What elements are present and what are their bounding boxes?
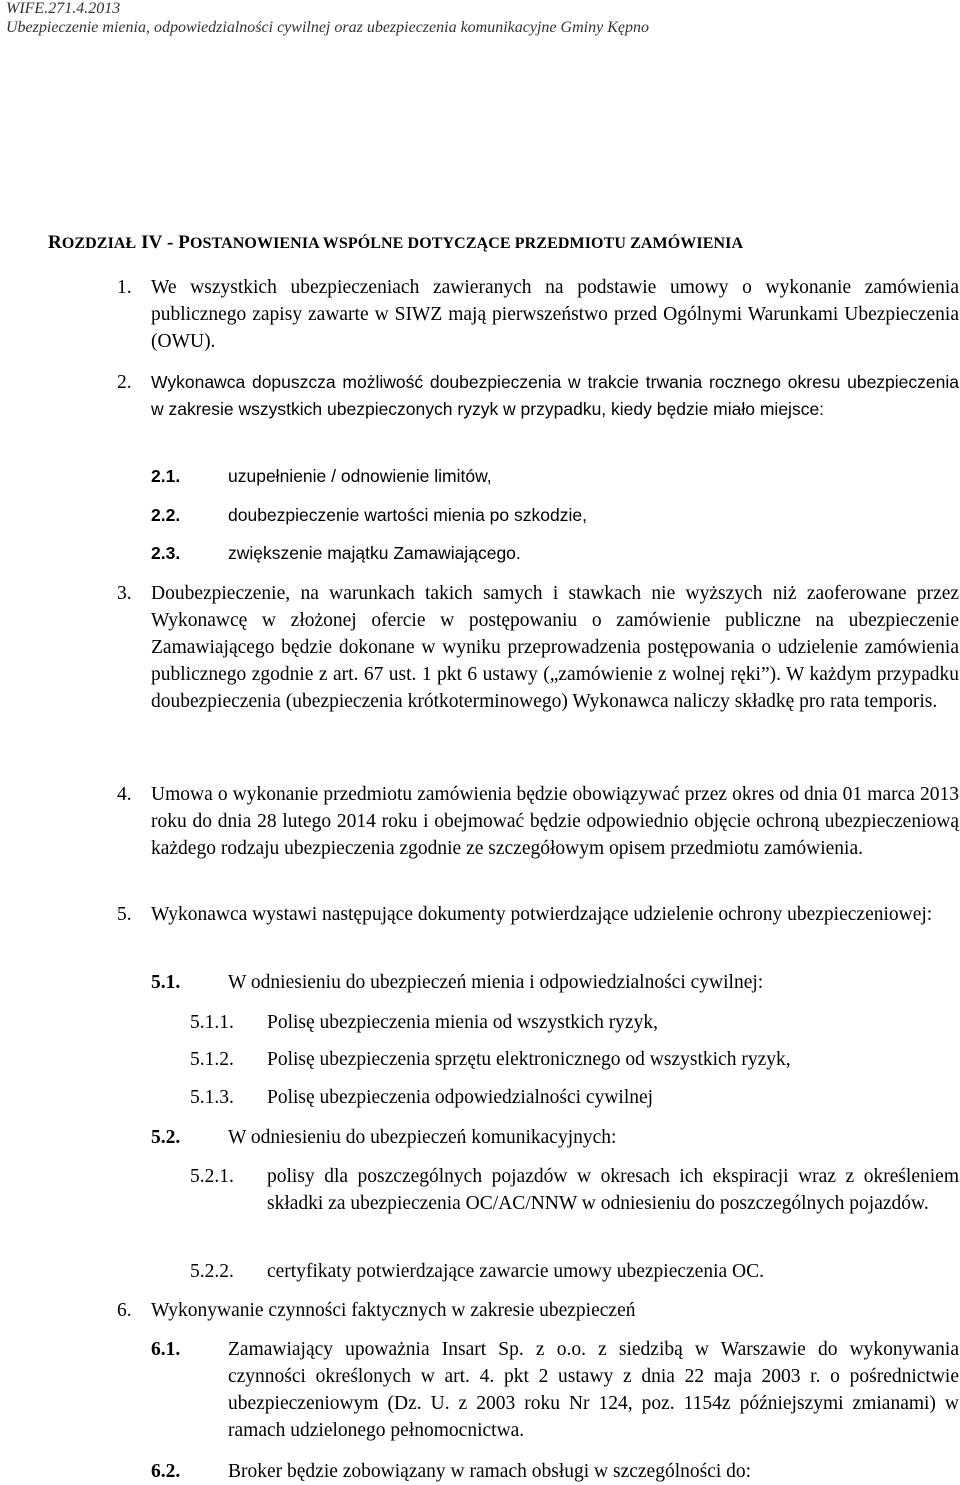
item-2-number: 2. bbox=[117, 372, 132, 393]
chapter-title-ozdzial: OZDZIAŁ bbox=[61, 235, 137, 252]
chapter-title-iv: IV - P bbox=[136, 232, 190, 253]
item-5-1-1-number: 5.1.1. bbox=[190, 1012, 234, 1033]
item-1-number: 1. bbox=[117, 277, 132, 298]
item-2-3-number: 2.3. bbox=[151, 543, 181, 563]
item-5-1-3-number: 5.1.3. bbox=[190, 1087, 234, 1108]
chapter-title bbox=[48, 232, 743, 254]
item-1-text: We wszystkich ubezpieczeniach zawieranych na podstawie umowy o wykonanie zamówienia publicznego zapisy zawarte w SIWZ mają pierwszeństwo przed Ogólnymi Warunkami Ubezpieczenia (OWU). bbox=[151, 277, 959, 352]
item-6-2-text: Broker będzie zobowiązany w ramach obsługi w szczególności do: bbox=[228, 1461, 752, 1482]
item-6-2-number: 6.2. bbox=[151, 1461, 181, 1482]
item-5-2-number: 5.2. bbox=[151, 1127, 181, 1148]
item-5-1-text: W odniesieniu do ubezpieczeń mienia i odpowiedzialności cywilnej: bbox=[228, 972, 764, 993]
item-5-2-2-number: 5.2.2. bbox=[190, 1261, 234, 1282]
item-5-number: 5. bbox=[117, 904, 132, 925]
item-5-1-3-text: Polisę ubezpieczenia odpowiedzialności cywilnej bbox=[267, 1087, 654, 1108]
item-2-2-number: 2.2. bbox=[151, 505, 181, 525]
item-5-2-1-text: polisy dla poszczególnych pojazdów w okresach ich ekspiracji wraz z określeniem składki za ubezpieczenia OC/AC/NNW w odniesieniu do poszczególnych pojazdów. bbox=[267, 1166, 959, 1214]
item-5-2-2-text: certyfikaty potwierdzające zawarcie umowy ubezpieczenia OC. bbox=[267, 1261, 764, 1282]
item-5-2-1-number: 5.2.1. bbox=[190, 1166, 234, 1187]
item-3-text: Doubezpieczenie, na warunkach takich samych i stawkach nie wyższych niż zaoferowane przez Wykonawcę w złożonej ofercie w postępowaniu o zamówienie publiczne na ubezpieczenie Zamawiającego będzie dokonane w wyniku przeprowadzenia postępowania o udzielenie zamówienia publicznego zgodnie z art. 67 ust. 1 pkt 6 ustawy („zamówienie z wolnej ręki”). W każdym przypadku doubezpieczenia (ubezpieczenia krótkoterminowego) Wykonawca naliczy składkę pro rata temporis. bbox=[151, 583, 959, 712]
item-3-number: 3. bbox=[117, 583, 132, 604]
item-6-text: Wykonywanie czynności faktycznych w zakresie ubezpieczeń bbox=[151, 1300, 636, 1321]
document-reference: WIFE.271.4.2013 bbox=[6, 0, 121, 17]
item-2-text: Wykonawca dopuszcza możliwość doubezpieczenia w trakcie trwania rocznego okresu ubezpieczenia w zakresie wszystkich ubezpieczonych ryzyk w przypadku, kiedy będzie miało miejsce: bbox=[151, 372, 959, 419]
chapter-title-rest: OSTANOWIENIA WSPÓLNE DOTYCZĄCE PRZEDMIOTU ZAMÓWIENIA bbox=[189, 235, 744, 252]
item-4-number: 4. bbox=[117, 784, 132, 805]
item-5-1-2-text: Polisę ubezpieczenia sprzętu elektronicznego od wszystkich ryzyk, bbox=[267, 1049, 791, 1070]
item-5-1-1-text: Polisę ubezpieczenia mienia od wszystkich ryzyk, bbox=[267, 1012, 658, 1033]
item-6-1-number: 6.1. bbox=[151, 1339, 181, 1360]
item-6-1-text: Zamawiający upoważnia Insart Sp. z o.o. z siedzibą w Warszawie do wykonywania czynności określonych w art. 4. pkt 2 ustawy z dnia 22 maja 2003 r. o pośrednictwie ubezpieczeniowym (Dz. U. z 2003 roku Nr 124, poz. 1154z późniejszymi zmianami) w ramach udzielonego pełnomocnictwa. bbox=[228, 1339, 959, 1441]
item-2-3-text: zwiększenie majątku Zamawiającego. bbox=[228, 543, 521, 563]
item-4-text: Umowa o wykonanie przedmiotu zamówienia będzie obowiązywać przez okres od dnia 01 marca 2013 roku do dnia 28 lutego 2014 roku i obejmować będzie odpowiednio objęcie ochroną ubezpieczeniową każdego rodzaju ubezpieczenia zgodnie ze szczegółowym opisem przedmiotu zamówienia. bbox=[151, 784, 959, 859]
item-5-1-number: 5.1. bbox=[151, 972, 181, 993]
item-5-2-text: W odniesieniu do ubezpieczeń komunikacyjnych: bbox=[228, 1127, 617, 1148]
document-subtitle: Ubezpieczenie mienia, odpowiedzialności cywilnej oraz ubezpieczenia komunikacyjne Gminy Kępno bbox=[6, 19, 649, 36]
item-2-1-text: uzupełnienie / odnowienie limitów, bbox=[228, 466, 492, 486]
item-2-2-text: doubezpieczenie wartości mienia po szkodzie, bbox=[228, 505, 587, 525]
item-5-1-2-number: 5.1.2. bbox=[190, 1049, 234, 1070]
chapter-title-r: R bbox=[48, 232, 62, 253]
item-6-number: 6. bbox=[117, 1300, 132, 1321]
item-5-text: Wykonawca wystawi następujące dokumenty potwierdzające udzielenie ochrony ubezpieczeniowej: bbox=[151, 904, 933, 925]
item-2-1-number: 2.1. bbox=[151, 466, 181, 486]
